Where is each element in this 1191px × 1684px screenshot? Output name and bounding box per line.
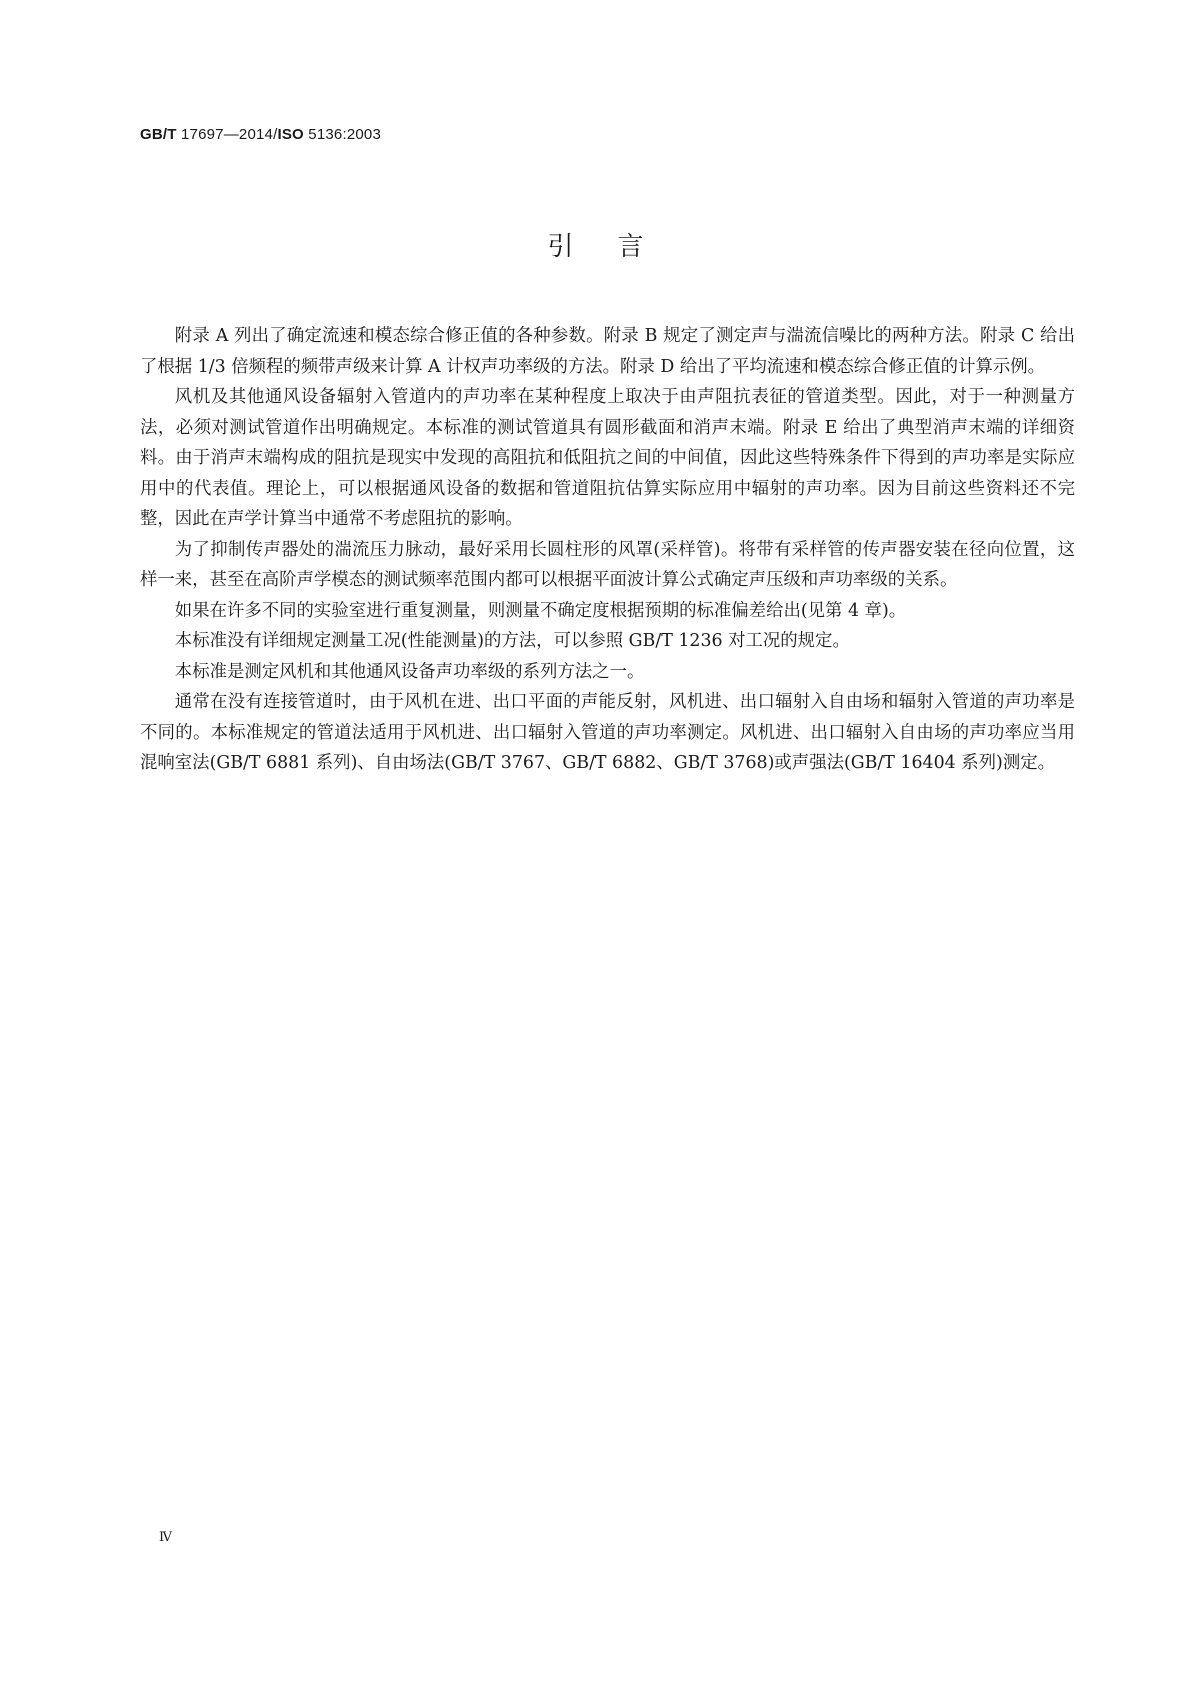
standard-prefix: GB/T xyxy=(140,126,177,143)
paragraph-duct-impedance: 风机及其他通风设备辐射入管道内的声功率在某种程度上取决于由声阻抗表征的管道类型。因此，对于一种测量方法，必须对测试管道作出明确规定。本标准的测试管道具有圆形截面和消声末端。附录 E 给出了典型消声末端的详细资料。由于消声末端构成的阻抗是现实中发现的高阻抗和低阻抗之间的中间值，因此这些特殊条件下得到的声功率是实际应用中的代表值。理论上，可以根据通风设备的数据和管道阻抗估算实际应用中辐射的声功率。因为目前这些资料还不完整，因此在声学计算当中通常不考虑阻抗的影响。 xyxy=(140,387,1075,529)
page-number: Ⅳ xyxy=(159,1530,172,1545)
paragraph-free-field: 通常在没有连接管道时，由于风机在进、出口平面的声能反射，风机进、出口辐射入自由场和辐射入管道的声功率是不同的。本标准规定的管道法适用于风机进、出口辐射入管道的声功率测定。风机进、出口辐射入自由场的声功率应当用混响室法(GB/T 6881 系列)、自由场法(GB/T 3767、GB/T 6882、GB/T 3768)或声强法(GB/T 16404 系列)测定。 xyxy=(140,692,1075,773)
iso-number: 5136:2003 xyxy=(308,126,382,143)
document-header xyxy=(140,126,381,143)
page-title: 引言 xyxy=(547,232,688,262)
paragraph-operating-conditions: 本标准没有详细规定测量工况(性能测量)的方法，可以参照 GB/T 1236 对工况的规定。 xyxy=(174,631,850,651)
paragraph-microphone: 为了抑制传声器处的湍流压力脉动，最好采用长圆柱形的风罩(采样管)。将带有采样管的传声器安装在径向位置，这样一来，甚至在高阶声学模态的测试频率范围内都可以根据平面波计算公式确定声压级和声功率级的关系。 xyxy=(140,539,1075,590)
standard-number: 17697—2014/ xyxy=(181,126,278,143)
paragraph-series: 本标准是测定风机和其他通风设备声功率级的系列方法之一。 xyxy=(174,661,645,682)
iso-prefix: ISO xyxy=(277,126,304,143)
document-body xyxy=(140,321,1075,779)
paragraph-uncertainty: 如果在许多不同的实验室进行重复测量，则测量不确定度根据预期的标准偏差给出(见第 4 章)。 xyxy=(174,600,907,621)
paragraph-appendices: 附录 A 列出了确定流速和模态综合修正值的各种参数。附录 B 规定了测定声与湍流信噪比的两种方法。附录 C 给出了根据 1/3 倍频程的频带声级来计算 A 计权声功率级的方法。附录 D 给出了平均流速和模态综合修正值的计算示例。 xyxy=(140,326,1075,377)
